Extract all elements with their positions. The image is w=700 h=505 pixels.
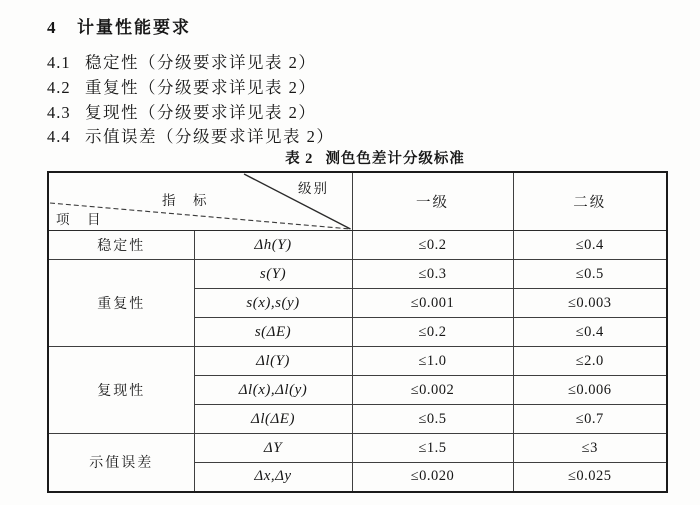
table-caption-label: 表 2 — [285, 151, 314, 167]
grade2-value: ≤0.4 — [513, 231, 667, 260]
clause-number: 4.2 — [47, 78, 71, 97]
item-reproducibility: 复现性 — [48, 347, 194, 434]
clause-4-4 — [47, 126, 334, 148]
table-row — [48, 347, 667, 376]
corner-label-indicator: 指 标 — [162, 193, 209, 208]
table-row — [48, 260, 667, 289]
grade1-value: ≤0.020 — [352, 463, 513, 492]
grade1-value: ≤0.2 — [352, 231, 513, 260]
item-repeatability: 重复性 — [48, 260, 194, 347]
clause-text: 示值误差（分级要求详见表 2） — [85, 127, 335, 146]
indicator-cell: Δl(x),Δl(y) — [194, 376, 352, 405]
clause-text: 稳定性（分级要求详见表 2） — [85, 53, 317, 72]
grading-table — [47, 171, 668, 493]
grade1-value: ≤1.0 — [352, 347, 513, 376]
table-row — [48, 434, 667, 463]
clause-text: 复现性（分级要求详见表 2） — [85, 103, 317, 122]
grade1-value: ≤1.5 — [352, 434, 513, 463]
indicator-cell: Δl(ΔE) — [194, 405, 352, 434]
grade2-value: ≤2.0 — [513, 347, 667, 376]
clause-4-3 — [47, 102, 316, 124]
grade2-value: ≤0.4 — [513, 318, 667, 347]
section-title: 计量性能要求 — [77, 18, 191, 37]
grade1-value: ≤0.3 — [352, 260, 513, 289]
corner-label-grade: 级别 — [298, 181, 329, 196]
indicator-cell: ΔY — [194, 434, 352, 463]
table-corner-cell — [48, 172, 352, 231]
indicator-cell: Δx,Δy — [194, 463, 352, 492]
grade1-value: ≤0.5 — [352, 405, 513, 434]
clause-number: 4.4 — [47, 127, 71, 146]
table-caption-title: 测色色差计分级标准 — [325, 151, 465, 167]
corner-label-item: 项 目 — [56, 212, 103, 227]
indicator-cell: s(Y) — [194, 260, 352, 289]
indicator-cell: Δh(Y) — [194, 231, 352, 260]
item-indication-error: 示值误差 — [48, 434, 194, 492]
clause-text: 重复性（分级要求详见表 2） — [85, 78, 317, 97]
clause-4-1 — [47, 52, 316, 74]
grade1-value: ≤0.001 — [352, 289, 513, 318]
table-caption — [0, 147, 700, 168]
indicator-cell: s(ΔE) — [194, 318, 352, 347]
grade2-value: ≤0.025 — [513, 463, 667, 492]
header-grade-2: 二级 — [513, 172, 667, 231]
grade2-value: ≤0.7 — [513, 405, 667, 434]
grade2-value: ≤0.006 — [513, 376, 667, 405]
table-header-row — [48, 172, 667, 231]
grade2-value: ≤3 — [513, 434, 667, 463]
grade1-value: ≤0.2 — [352, 318, 513, 347]
clause-4-2 — [47, 77, 316, 99]
indicator-cell: Δl(Y) — [194, 347, 352, 376]
grade2-value: ≤0.003 — [513, 289, 667, 318]
section-heading — [47, 13, 191, 38]
clause-number: 4.1 — [47, 53, 71, 72]
grade1-value: ≤0.002 — [352, 376, 513, 405]
table-row — [48, 231, 667, 260]
section-number: 4 — [47, 18, 56, 37]
item-stability: 稳定性 — [48, 231, 194, 260]
clause-number: 4.3 — [47, 103, 71, 122]
grade2-value: ≤0.5 — [513, 260, 667, 289]
header-grade-1: 一级 — [352, 172, 513, 231]
indicator-cell: s(x),s(y) — [194, 289, 352, 318]
